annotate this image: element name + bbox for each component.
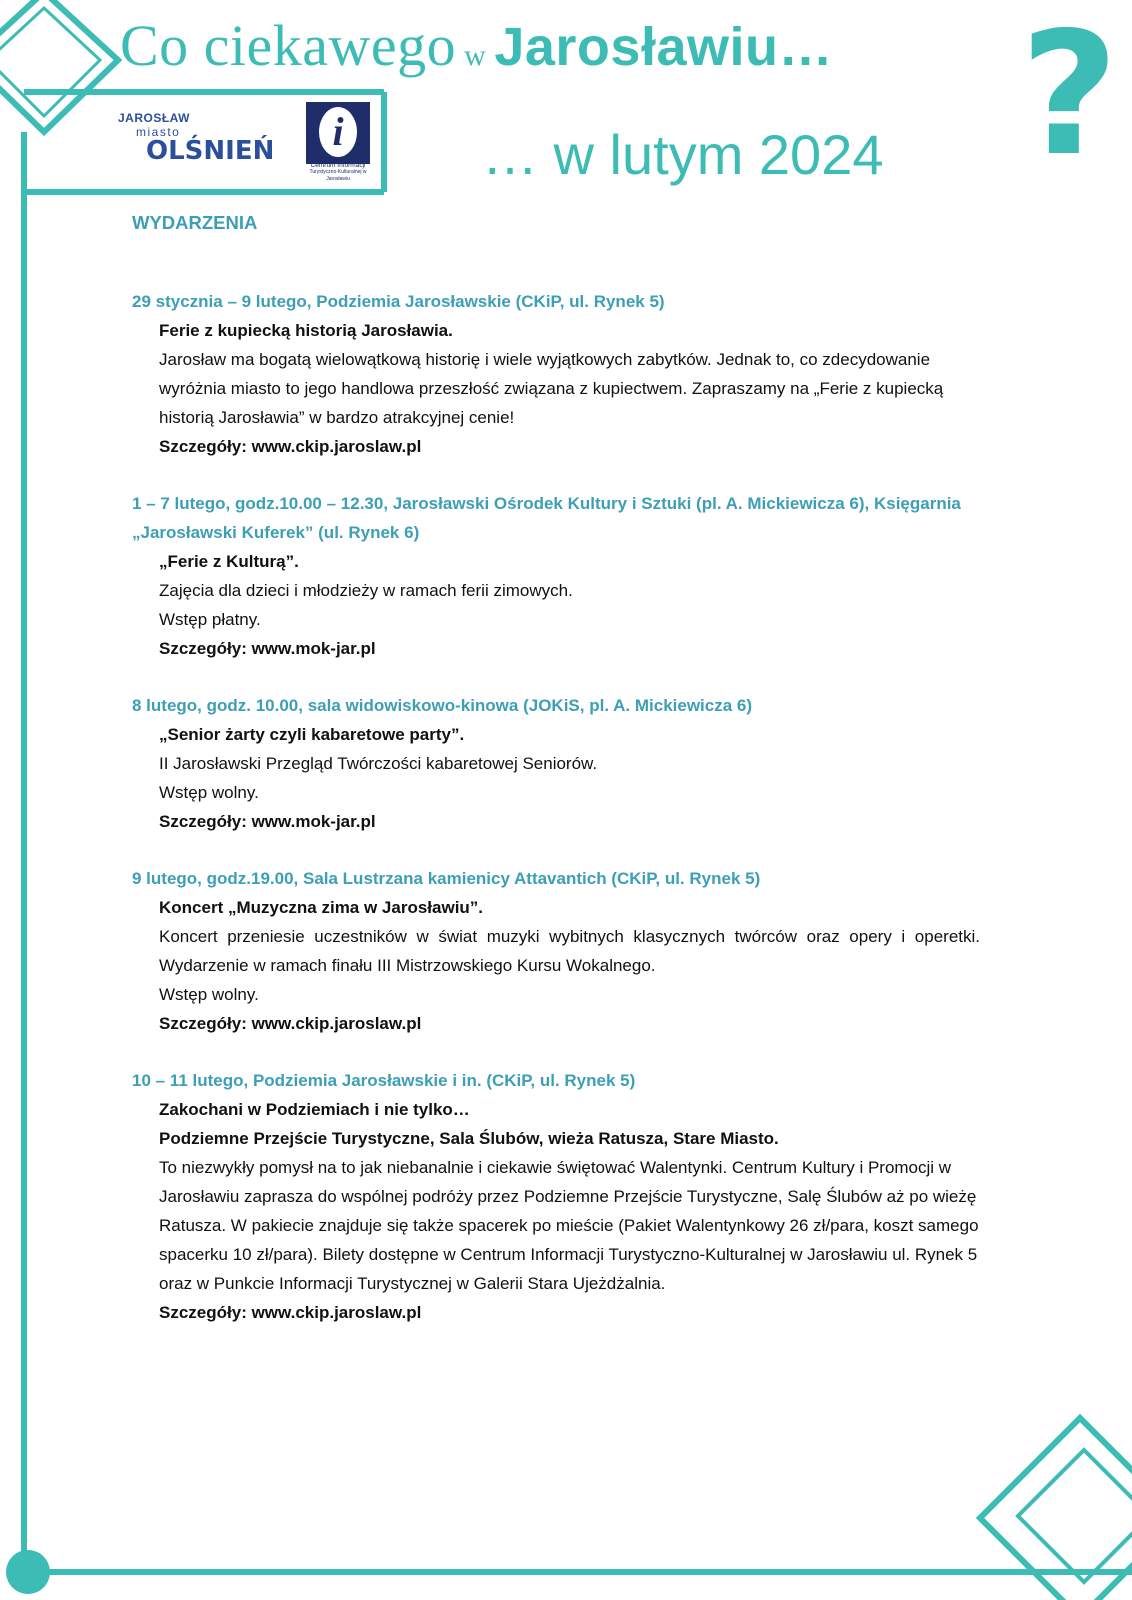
- event-description: II Jarosławski Przegląd Twórczości kabaretowej Seniorów.: [159, 754, 598, 773]
- info-icon: [306, 102, 370, 164]
- event-item: [132, 287, 980, 461]
- event-entry: Wstęp wolny.: [159, 985, 259, 1004]
- info-logo-caption-main: Centrum Informacji: [310, 162, 366, 169]
- event-item: [132, 691, 980, 836]
- page-title: [120, 12, 833, 79]
- event-item: [132, 864, 980, 1038]
- event-item: [132, 1066, 980, 1327]
- city-logo-line2: miasto: [136, 125, 181, 139]
- event-title: „Senior żarty czyli kabaretowe party”.: [159, 725, 465, 744]
- event-entry: Wstęp płatny.: [159, 610, 261, 629]
- event-description: Koncert przeniesie uczestników w świat muzyki wybitnych klasycznych twórców oraz opery i operetki. Wydarzenie w ramach finału III Mistrzowskiego Kursu Wokalnego.: [159, 927, 980, 975]
- frame-diamond-inner: [0, 8, 100, 116]
- events-content: [132, 212, 980, 1355]
- page-subtitle: … w lutym 2024: [482, 123, 884, 186]
- event-header: 1 – 7 lutego, godz.10.00 – 12.30, Jarosławski Ośrodek Kultury i Sztuki (pl. A. Mickiewicza 6), Księgarnia „Jarosławski Kuferek” (ul. Rynek 6): [132, 494, 961, 542]
- event-details-link[interactable]: Szczegóły: www.ckip.jaroslaw.pl: [159, 1014, 422, 1033]
- event-description: Zajęcia dla dzieci i młodzieży w ramach ferii zimowych.: [159, 581, 573, 600]
- event-header: 29 stycznia – 9 lutego, Podziemia Jarosławskie (CKiP, ul. Rynek 5): [132, 292, 665, 311]
- event-header: 8 lutego, godz. 10.00, sala widowiskowo-kinowa (JOKiS, pl. A. Mickiewicza 6): [132, 696, 753, 715]
- question-mark-icon: ?: [1020, 0, 1119, 194]
- event-body: [132, 893, 980, 1038]
- info-logo-caption: [300, 162, 376, 183]
- event-body: [132, 316, 980, 461]
- event-body: [132, 720, 980, 836]
- event-title: Koncert „Muzyczna zima w Jarosławiu”.: [159, 898, 484, 917]
- event-body: [132, 547, 980, 663]
- event-title: „Ferie z Kulturą”.: [159, 552, 299, 571]
- frame-diamond-outer: [0, 0, 118, 132]
- event-details-link[interactable]: Szczegóły: www.ckip.jaroslaw.pl: [159, 437, 422, 456]
- info-logo-caption-sub: Turystyczno-Kulturalnej w Jarosławiu: [309, 169, 367, 182]
- event-subtitle: Podziemne Przejście Turystyczne, Sala Ślubów, wieża Ratusza, Stare Miasto.: [159, 1129, 779, 1148]
- event-description: To niezwykły pomysł na to jak niebanalnie i ciekawie świętować Walentynki. Centrum Kultury i Promocji w Jarosławiu zaprasza do wspólnej podróży przez Podziemne Przejście Turystyczne, Salę Ślubów aż po wieżę Ratusza. W pakiecie znajduje się także spacerek po mieście (Pakiet Walentynkowy 26 zł/para, koszt samego spacerku 10 zł/para). Bilety dostępne w Centrum Informacji Turystyczno-Kulturalnej w Jarosławiu ul. Rynek 5 oraz w Punkcie Informacji Turystycznej w Galerii Stara Ujeżdżalnia.: [159, 1158, 979, 1293]
- tourist-info-logo: [306, 102, 370, 184]
- title-part1: Co ciekawego: [120, 13, 457, 78]
- event-details-link[interactable]: Szczegóły: www.mok-jar.pl: [159, 812, 376, 831]
- frame-br-diamond-outer: [980, 1418, 1132, 1600]
- event-entry: Wstęp wolny.: [159, 783, 259, 802]
- event-body: [132, 1095, 980, 1327]
- title-w: w: [464, 39, 487, 72]
- info-symbol: i: [319, 107, 357, 157]
- event-title: Ferie z kupiecką historią Jarosławia.: [159, 321, 453, 340]
- city-logo-line3: OLŚNIEŃ: [146, 136, 275, 166]
- frame-br-diamond-inner: [1018, 1450, 1132, 1582]
- frame-corner-dot: [6, 1550, 50, 1594]
- city-logo-line1: JAROSŁAW: [118, 111, 191, 125]
- event-details-link[interactable]: Szczegóły: www.ckip.jaroslaw.pl: [159, 1303, 422, 1322]
- event-header: 10 – 11 lutego, Podziemia Jarosławskie i in. (CKiP, ul. Rynek 5): [132, 1071, 636, 1090]
- title-city: Jarosławiu…: [494, 17, 833, 77]
- section-title: WYDARZENIA: [132, 212, 258, 233]
- event-item: [132, 489, 980, 663]
- event-title: Zakochani w Podziemiach i nie tylko…: [159, 1100, 470, 1119]
- city-logo: [112, 108, 275, 180]
- event-details-link[interactable]: Szczegóły: www.mok-jar.pl: [159, 639, 376, 658]
- event-header: 9 lutego, godz.19.00, Sala Lustrzana kamienicy Attavantich (CKiP, ul. Rynek 5): [132, 869, 761, 888]
- event-description: Jarosław ma bogatą wielowątkową historię i wiele wyjątkowych zabytków. Jednak to, co zdecydowanie wyróżnia miasto to jego handlowa przeszłość związana z kupiectwem. Zapraszamy na „Ferie z kupiecką historią Jarosławia” w bardzo atrakcyjnej cenie!: [159, 350, 944, 427]
